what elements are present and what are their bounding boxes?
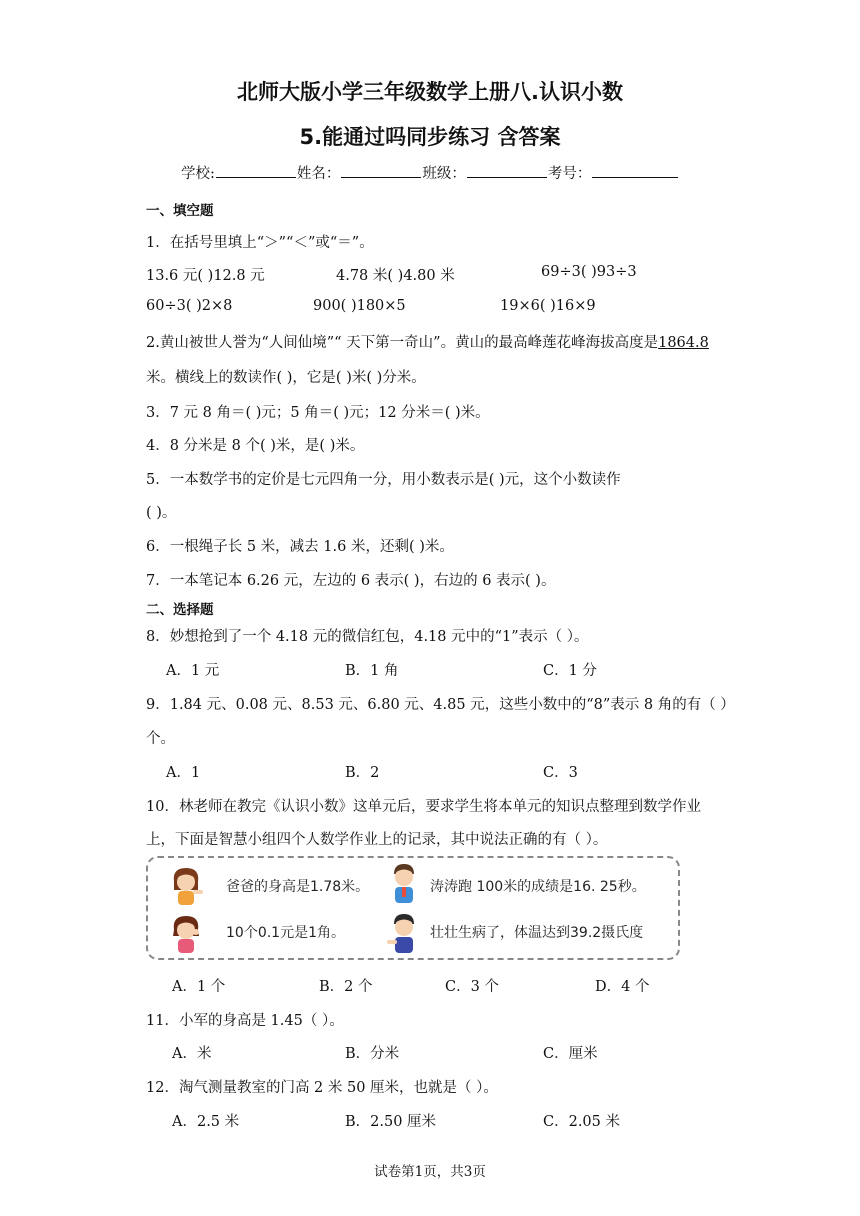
q1-item: 69÷3( )93÷3 <box>541 264 637 280</box>
exam-no-blank[interactable] <box>592 163 678 178</box>
q5-line-1: 5．一本数学书的定价是七元四角一分，用小数表示是( )元，这个小数读作 <box>146 472 621 488</box>
q7: 7．一本笔记本 6.26 元，左边的 6 表示( )，右边的 6 表示( )。 <box>146 573 556 589</box>
q1-stem: 1．在括号里填上“＞”“＜”或“＝”。 <box>146 235 374 251</box>
girl-avatar-1 <box>166 864 206 908</box>
q3: 3．7 元 8 角＝( )元；5 角＝( )元；12 分米＝( )米。 <box>146 405 490 421</box>
info-row <box>181 162 679 183</box>
exam-no-label: 考号： <box>547 166 592 182</box>
q11-option-a[interactable]: A．米 <box>172 1046 212 1062</box>
q10-line-2: 上，下面是智慧小组四个人数学作业上的记录，其中说法正确的有（ ）。 <box>146 832 608 848</box>
q10-option-b[interactable]: B．2 个 <box>319 979 373 995</box>
q8-option-a[interactable]: A．1 元 <box>166 663 220 679</box>
q9-option-a[interactable]: A．1 <box>166 765 201 781</box>
q1-item: 13.6 元( )12.8 元 <box>146 268 265 284</box>
name-label: 姓名： <box>296 166 341 182</box>
school-label: 学校: <box>181 166 215 182</box>
q2-line-1 <box>146 331 709 352</box>
q6: 6．一根绳子长 5 米，减去 1.6 米，还剩( )米。 <box>146 539 454 555</box>
q2-text: 2.黄山被世人誉为“人间仙境”“ 天下第一奇山”。黄山的最高峰莲花峰海拔高度是 <box>146 335 659 351</box>
q12-option-b[interactable]: B．2.50 厘米 <box>345 1114 437 1130</box>
title-line-2: 5.能通过吗同步练习 含答案 <box>299 125 561 149</box>
q8-option-c[interactable]: C．1 分 <box>543 663 597 679</box>
q11-option-c[interactable]: C．厘米 <box>543 1046 598 1062</box>
q8-option-b[interactable]: B．1 角 <box>345 663 399 679</box>
q1-item: 60÷3( )2×8 <box>146 298 233 314</box>
q1-item: 900( )180×5 <box>313 298 406 314</box>
q2-height-number: 1864.8 <box>658 335 709 351</box>
boy-avatar-1 <box>384 860 424 906</box>
q2-line-2: 米。横线上的数读作( )，它是( )米( )分米。 <box>146 370 426 386</box>
class-label: 班级： <box>422 166 466 182</box>
girl-avatar-2 <box>166 912 206 956</box>
name-blank[interactable] <box>341 163 421 178</box>
q10-option-c[interactable]: C．3 个 <box>445 979 499 995</box>
q12-option-c[interactable]: C．2.05 米 <box>543 1114 620 1130</box>
q10-option-a[interactable]: A．1 个 <box>172 979 226 995</box>
q5-line-2: ( )。 <box>146 505 177 521</box>
q12-stem: 12．淘气测量教室的门高 2 米 50 厘米，也就是（ ）。 <box>146 1080 498 1096</box>
q10-statement-3: 10个0.1元是1角。 <box>226 925 345 941</box>
q8-stem: 8．妙想抢到了一个 4.18 元的微信红包，4.18 元中的“1”表示（ ）。 <box>146 629 589 645</box>
q1-item: 19×6( )16×9 <box>500 298 596 314</box>
section-fill-heading: 一、填空题 <box>146 203 214 219</box>
q10-statements-card <box>146 856 680 960</box>
q9-option-c[interactable]: C．3 <box>543 765 578 781</box>
title-line-1: 北师大版小学三年级数学上册八.认识小数 <box>237 80 623 104</box>
q10-option-d[interactable]: D．4 个 <box>595 979 650 995</box>
class-blank[interactable] <box>467 163 547 178</box>
q10-statement-2: 涛涛跑 100米的成绩是16. 25秒。 <box>430 879 646 895</box>
q10-statement-1: 爸爸的身高是1.78米。 <box>226 879 370 895</box>
school-blank[interactable] <box>216 163 296 178</box>
q11-stem: 11．小军的身高是 1.45（ ）。 <box>146 1013 344 1029</box>
q9-line-2: 个。 <box>146 731 175 747</box>
q1-item: 4.78 米( )4.80 米 <box>336 268 455 284</box>
q10-line-1: 10．林老师在教完《认识小数》这单元后，要求学生将本单元的知识点整理到数学作业 <box>146 799 701 815</box>
q9-option-b[interactable]: B．2 <box>345 765 380 781</box>
q4: 4．8 分米是 8 个( )米，是( )米。 <box>146 438 365 454</box>
q11-option-b[interactable]: B．分米 <box>345 1046 400 1062</box>
q10-statement-4: 壮壮生病了，体温达到39.2摄氏度 <box>430 925 644 941</box>
boy-avatar-2 <box>384 910 424 956</box>
q12-option-a[interactable]: A．2.5 米 <box>172 1114 240 1130</box>
section-choice-heading: 二、选择题 <box>146 602 214 618</box>
page-footer: 试卷第1页，共3页 <box>374 1164 486 1180</box>
q9-line-1: 9．1.84 元、0.08 元、8.53 元、6.80 元、4.85 元，这些小数中的“8”表示 8 角的有（ ） <box>146 697 735 713</box>
